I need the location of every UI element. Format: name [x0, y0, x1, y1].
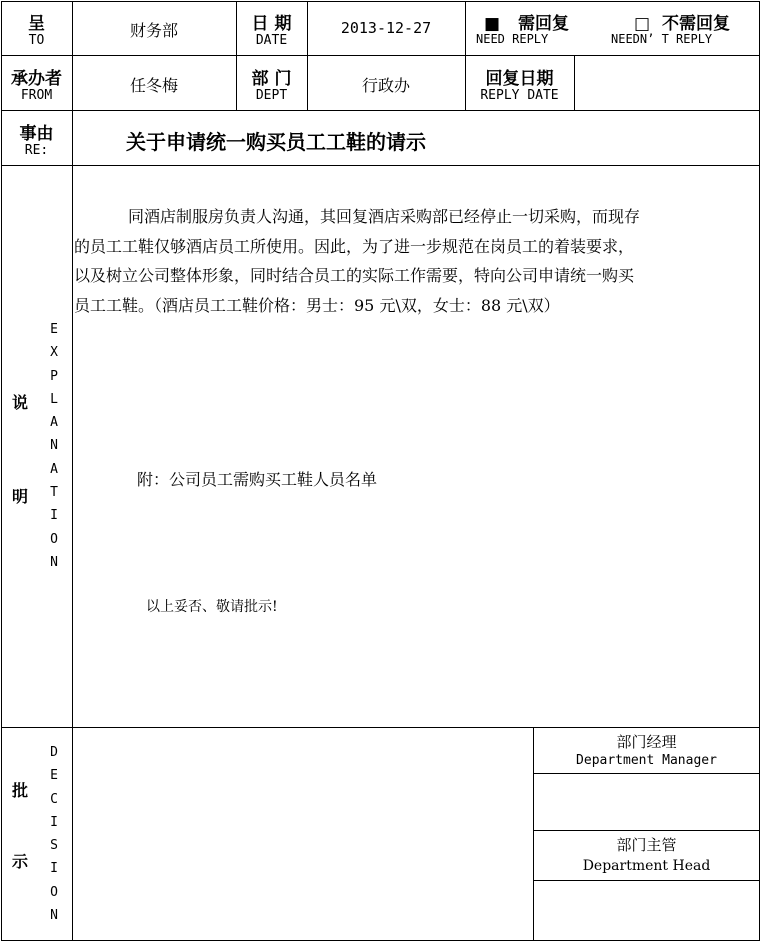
rule [574, 55, 575, 110]
date-label-cn: 日 期 [251, 14, 292, 34]
rule [533, 830, 760, 831]
re-value: 关于申请统一购买员工工鞋的请示 [126, 130, 426, 154]
dept-head-label-en: Department Head [582, 858, 711, 874]
re-label-en: RE: [24, 143, 49, 158]
dept-head-label-cn: 部门主管 [616, 836, 677, 854]
no-reply-checkbox[interactable] [634, 9, 730, 34]
no-reply-mark: □ [634, 14, 651, 34]
explanation-body [74, 202, 641, 320]
dept-label-en: DEPT [255, 88, 288, 103]
body-line: 员工工鞋。（酒店员工工鞋价格：男士：95 元\双，女士：88 元\双） [74, 295, 560, 315]
body-line: 以及树立公司整体形象，同时结合员工的实际工作需要，特向公司申请统一购买 [74, 266, 635, 285]
closing-note: 以上妥否、敬请批示! [146, 599, 278, 615]
decision-label-cn-2: 示 [12, 852, 29, 871]
rule [1, 110, 760, 111]
need-reply-label-en: NEED REPLY [476, 32, 549, 46]
decision-comments-area[interactable] [73, 728, 533, 940]
date-label-en: DATE [255, 33, 288, 48]
dept-value: 行政办 [361, 76, 410, 95]
need-reply-mark: ■ [484, 14, 501, 34]
date-value: 2013-12-27 [340, 19, 432, 37]
rule [1, 55, 760, 56]
dept-manager-label-en: Department Manager [576, 753, 717, 768]
reply-date-label-cn: 回复日期 [485, 69, 554, 89]
to-label-cn: 呈 [28, 14, 45, 34]
explanation-label-cn-1: 说 [12, 393, 29, 412]
body-line: 的员工工鞋仅够酒店员工所使用。因此，为了进一步规范在岗员工的着装要求， [74, 236, 635, 256]
rule [1, 1, 760, 2]
rule [1, 940, 760, 941]
decision-label-cn-1: 批 [12, 781, 29, 800]
rule [1, 165, 760, 166]
dept-manager-label-cn: 部门经理 [616, 733, 677, 751]
to-label-en: TO [28, 33, 45, 48]
explanation-label-en: EXPLANATION [50, 322, 58, 570]
dept-label-cn: 部 门 [251, 69, 292, 89]
decision-label-en: DECISION [50, 745, 58, 924]
need-reply-label-cn: 需回复 [517, 14, 569, 34]
no-reply-label-en: NEEDN’ T REPLY [611, 32, 713, 46]
need-reply-checkbox[interactable] [484, 9, 569, 34]
from-label-cn: 承办者 [11, 69, 62, 89]
explanation-label-cn-2: 明 [12, 487, 29, 506]
to-value: 财务部 [129, 21, 178, 40]
from-value: 任冬梅 [129, 76, 178, 95]
dept-manager-signature-box[interactable] [534, 774, 759, 830]
dept-head-signature-box[interactable] [534, 881, 759, 940]
no-reply-label-cn: 不需回复 [661, 14, 730, 34]
reply-date-label-en: REPLY DATE [480, 88, 559, 103]
body-line: 同酒店制服房负责人沟通，其回复酒店采购部已经停止一切采购，而现存 [128, 207, 641, 226]
from-label-en: FROM [20, 88, 53, 103]
re-label-cn: 事由 [19, 124, 54, 144]
attachment-note: 附：公司员工需购买工鞋人员名单 [137, 470, 378, 489]
